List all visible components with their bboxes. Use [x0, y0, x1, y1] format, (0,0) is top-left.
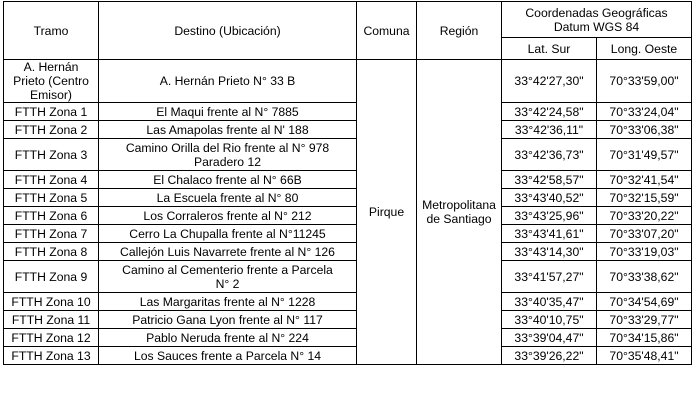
cell-lon: 70°32'41,54" — [597, 171, 692, 189]
cell-destino-line: Callejón Luis Navarrete frente al N° 126 — [120, 244, 335, 259]
cell-destino — [99, 311, 357, 329]
cell-lon: 70°32'15,59" — [597, 189, 692, 207]
header-lon: Long. Oeste — [597, 38, 692, 60]
cell-lon: 70°33'06,38" — [597, 121, 692, 139]
cell-comuna: Pirque — [357, 60, 417, 365]
header-destino: Destino (Ubicación) — [99, 2, 357, 60]
cell-lon: 70°33'38,62" — [597, 261, 692, 293]
cell-lat: 33°43'40,52" — [502, 189, 597, 207]
cell-lat: 33°42'36,11" — [502, 121, 597, 139]
cell-tramo — [4, 103, 99, 121]
cell-lat: 33°39'04,47" — [502, 329, 597, 347]
cell-destino — [99, 207, 357, 225]
cell-destino — [99, 329, 357, 347]
table-row — [4, 171, 692, 189]
cell-tramo — [4, 171, 99, 189]
cell-lat: 33°41'57,27" — [502, 261, 597, 293]
cell-tramo — [4, 261, 99, 293]
cell-tramo-line: FTTH Zona 10 — [11, 294, 91, 309]
cell-destino-line: Los Sauces frente a Parcela N° 14 — [133, 348, 322, 363]
cell-tramo-line: FTTH Zona 4 — [14, 172, 88, 187]
cell-destino — [99, 60, 357, 103]
header-region: Región — [417, 2, 502, 60]
header-coordenadas-line2: Datum WGS 84 — [553, 19, 640, 34]
cell-tramo-line: A. Hernán — [23, 60, 79, 74]
table-row — [4, 121, 692, 139]
cell-tramo — [4, 139, 99, 171]
coordinates-table — [3, 1, 692, 365]
cell-tramo-line: FTTH Zona 12 — [11, 330, 91, 345]
cell-region-line2: de Santiago — [426, 212, 492, 226]
cell-region-line1: Metropolitana — [422, 198, 496, 212]
cell-lat: 33°43'41,61" — [502, 225, 597, 243]
cell-lat: 33°42'58,57" — [502, 171, 597, 189]
header-tramo: Tramo — [4, 2, 99, 60]
cell-destino-line: A. Hernán Prieto N° 33 B — [159, 74, 296, 88]
cell-destino — [99, 293, 357, 311]
cell-destino-line: N° 2 — [215, 276, 240, 291]
cell-destino-line: Las Amapolas frente al N' 188 — [146, 122, 309, 137]
cell-tramo — [4, 189, 99, 207]
cell-lon: 70°33'19,03" — [597, 243, 692, 261]
header-comuna: Comuna — [357, 2, 417, 60]
cell-lat: 33°43'25,96" — [502, 207, 597, 225]
table-row — [4, 261, 692, 293]
cell-destino — [99, 225, 357, 243]
cell-lon: 70°33'24,04" — [597, 103, 692, 121]
cell-lat: 33°42'27,30" — [502, 60, 597, 103]
cell-tramo — [4, 121, 99, 139]
cell-destino — [99, 347, 357, 365]
table-row — [4, 347, 692, 365]
cell-lat: 33°42'36,73" — [502, 139, 597, 171]
cell-destino-line: Cerro La Chupalla frente al N°11245 — [129, 226, 326, 241]
table-row — [4, 329, 692, 347]
cell-destino — [99, 171, 357, 189]
cell-lat: 33°39'26,22" — [502, 347, 597, 365]
cell-tramo — [4, 293, 99, 311]
cell-tramo-line: FTTH Zona 7 — [14, 226, 88, 241]
cell-tramo-line: FTTH Zona 13 — [11, 348, 91, 363]
cell-tramo — [4, 225, 99, 243]
cell-lon: 70°33'07,20" — [597, 225, 692, 243]
cell-destino-line: Pablo Neruda frente al N° 224 — [146, 330, 309, 345]
table-row — [4, 243, 692, 261]
cell-destino — [99, 121, 357, 139]
cell-tramo — [4, 311, 99, 329]
cell-tramo-line: FTTH Zona 3 — [14, 147, 88, 162]
cell-tramo-line: FTTH Zona 5 — [14, 190, 88, 205]
table-row — [4, 139, 692, 171]
cell-lon: 70°34'15,86" — [597, 329, 692, 347]
cell-lat: 33°42'24,58" — [502, 103, 597, 121]
cell-destino — [99, 139, 357, 171]
cell-tramo — [4, 347, 99, 365]
cell-tramo-line: FTTH Zona 6 — [14, 208, 88, 223]
cell-destino-line: Los Corraleros frente al N° 212 — [143, 208, 312, 223]
cell-lat: 33°43'14,30" — [502, 243, 597, 261]
cell-destino-line: Paradero 12 — [193, 154, 262, 169]
cell-tramo — [4, 329, 99, 347]
cell-tramo — [4, 243, 99, 261]
cell-tramo-line: FTTH Zona 8 — [14, 244, 88, 259]
cell-lon: 70°33'29,77" — [597, 311, 692, 329]
cell-region — [417, 60, 502, 365]
cell-destino-line: Las Margaritas frente al N° 1228 — [139, 294, 316, 309]
cell-tramo-line: FTTH Zona 2 — [14, 122, 88, 137]
header-coordenadas — [502, 2, 692, 38]
table-body — [4, 60, 692, 365]
cell-destino-line: La Escuela frente al N° 80 — [156, 190, 299, 205]
table-row — [4, 207, 692, 225]
cell-destino-line: Camino al Cementerio frente a Parcela — [122, 262, 333, 277]
cell-lon: 70°31'49,57" — [597, 139, 692, 171]
cell-tramo — [4, 60, 99, 103]
cell-destino — [99, 243, 357, 261]
table-row — [4, 103, 692, 121]
table-row — [4, 293, 692, 311]
cell-lon: 70°35'48,41" — [597, 347, 692, 365]
cell-tramo-line: Emisor) — [30, 88, 72, 102]
table-row — [4, 311, 692, 329]
cell-lon: 70°33'59,00" — [597, 60, 692, 103]
cell-lon: 70°34'54,69" — [597, 293, 692, 311]
cell-destino — [99, 261, 357, 293]
cell-destino-line: El Maqui frente al N° 7885 — [156, 104, 299, 119]
cell-destino-line: Camino Orilla del Rio frente al N° 978 — [125, 140, 330, 155]
cell-tramo-line: FTTH Zona 1 — [14, 104, 88, 119]
header-coordenadas-line1: Coordenadas Geográficas — [525, 5, 668, 20]
cell-lat: 33°40'10,75" — [502, 311, 597, 329]
cell-destino — [99, 189, 357, 207]
cell-destino — [99, 103, 357, 121]
cell-tramo-line: FTTH Zona 11 — [11, 312, 91, 327]
cell-destino-line: El Chalaco frente al N° 66B — [153, 172, 302, 187]
cell-tramo — [4, 207, 99, 225]
cell-lon: 70°33'20,22" — [597, 207, 692, 225]
header-row — [4, 2, 692, 38]
table-row — [4, 60, 692, 103]
cell-destino-line: Patricio Gana Lyon frente al N° 117 — [132, 312, 323, 327]
cell-tramo-line: Prieto (Centro — [13, 74, 89, 88]
cell-lat: 33°40'35,47" — [502, 293, 597, 311]
header-lat: Lat. Sur — [502, 38, 597, 60]
table-row — [4, 225, 692, 243]
cell-tramo-line: FTTH Zona 9 — [14, 269, 88, 284]
table-row — [4, 189, 692, 207]
